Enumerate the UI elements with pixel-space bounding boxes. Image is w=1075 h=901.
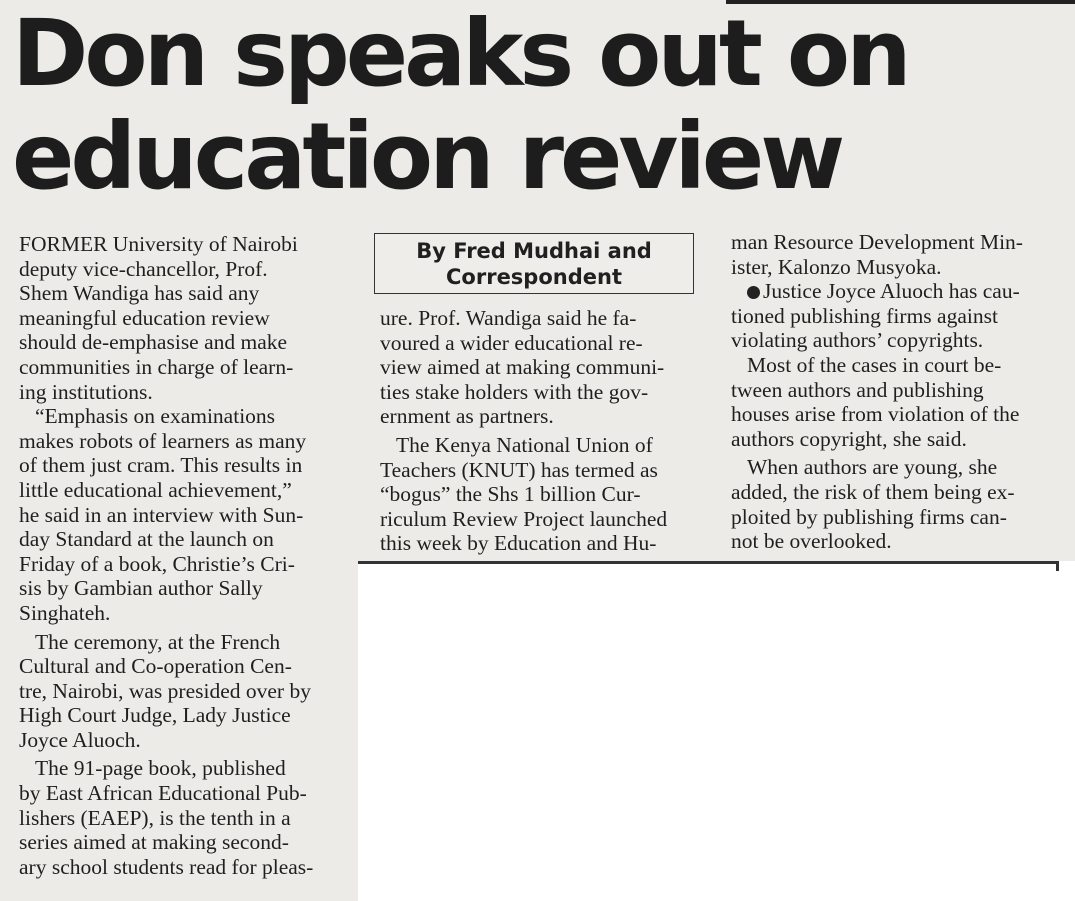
text-line: Friday of a book, Christie’s Cri- — [19, 551, 295, 576]
text-line: view aimed at making communi- — [380, 355, 665, 380]
text-line: Cultural and Co-operation Cen- — [19, 654, 292, 679]
text-line: he said in an interview with Sun- — [19, 502, 304, 527]
text-line: ing institutions. — [19, 379, 153, 404]
headline — [12, 2, 1072, 208]
text-line: series aimed at making second- — [19, 830, 289, 855]
text-line: makes robots of learners as many — [19, 428, 307, 453]
text-line: FORMER University of Nairobi — [19, 232, 298, 256]
text-line: this week by Education and Hu- — [380, 531, 657, 556]
paragraph — [19, 232, 346, 404]
headline-line-1: Don speaks out on — [12, 0, 908, 107]
text-line: meaningful education review — [19, 305, 270, 330]
text-line: deputy vice-chancellor, Prof. — [19, 256, 268, 281]
bullet-icon — [747, 286, 760, 299]
headline-line-2: education review — [12, 103, 842, 210]
text-line: authors copyright, she said. — [731, 426, 967, 451]
text-line: When authors are young, she — [747, 455, 998, 480]
paragraph — [731, 353, 1055, 451]
text-line: ure. Prof. Wandiga said he fa- — [380, 306, 637, 330]
text-line: Singhateh. — [19, 600, 111, 625]
text-line: “Emphasis on examinations — [35, 404, 276, 429]
text-line: voured a wider educational re- — [380, 330, 643, 355]
paragraph — [19, 630, 346, 753]
text-line: man Resource Development Min- — [731, 230, 1023, 254]
text-line: High Court Judge, Lady Justice — [19, 703, 291, 728]
byline-box — [374, 233, 694, 294]
paragraph — [19, 756, 346, 879]
text-line: The 91-page book, published — [35, 756, 286, 781]
text-line: The ceremony, at the French — [35, 629, 281, 654]
text-line: Joyce Aluoch. — [19, 727, 141, 752]
text-line: Most of the cases in court be- — [747, 352, 1002, 377]
paragraph — [380, 433, 699, 556]
text-line: of them just cram. This results in — [19, 453, 303, 478]
text-line: not be overlooked. — [731, 529, 892, 554]
text-line: tioned publishing firms against — [731, 303, 998, 328]
text-line: should de-emphasise and make — [19, 330, 288, 355]
paragraph — [731, 455, 1055, 553]
text-line: tween authors and publishing — [731, 377, 984, 402]
text-line: riculum Review Project launched — [380, 506, 668, 531]
paragraph — [731, 279, 1055, 353]
text-line: Justice Joyce Aluoch has cau- — [763, 279, 1020, 304]
byline-line-1: By Fred Mudhai and — [416, 239, 652, 263]
text-line: The Kenya National Union of — [396, 432, 653, 457]
text-line: ary school students read for pleas- — [19, 854, 314, 879]
text-line: ernment as partners. — [380, 404, 554, 429]
text-line: Teachers (KNUT) has termed as — [380, 457, 658, 482]
paragraph — [380, 306, 699, 429]
article-column-3 — [731, 230, 1055, 554]
cut-edge-right — [1056, 561, 1059, 571]
text-line: sis by Gambian author Sally — [19, 576, 263, 601]
text-line: ties stake holders with the gov- — [380, 379, 649, 404]
text-line: by East African Educational Pub- — [19, 781, 307, 806]
cut-edge — [358, 561, 1058, 564]
text-line: houses arise from violation of the — [731, 402, 1020, 427]
text-line: Shem Wandiga has said any — [19, 281, 260, 306]
text-line: day Standard at the launch on — [19, 527, 274, 552]
paragraph — [19, 404, 346, 625]
text-line: added, the risk of them being ex- — [731, 479, 1015, 504]
text-line: ister, Kalonzo Musyoka. — [731, 254, 942, 279]
text-line: lishers (EAEP), is the tenth in a — [19, 805, 291, 830]
text-line: violating authors’ copyrights. — [731, 328, 984, 353]
text-line: “bogus” the Shs 1 billion Cur- — [380, 482, 641, 507]
article-column-2 — [380, 306, 699, 556]
paragraph — [731, 230, 1055, 279]
text-line: little educational achievement,” — [19, 477, 292, 502]
blank-area — [358, 561, 1075, 901]
text-line: ploited by publishing firms can- — [731, 504, 1007, 529]
text-line: tre, Nairobi, was presided over by — [19, 678, 311, 703]
byline-line-2: Correspondent — [446, 265, 622, 289]
article-column-1 — [19, 232, 346, 879]
text-line: communities in charge of learn- — [19, 354, 294, 379]
